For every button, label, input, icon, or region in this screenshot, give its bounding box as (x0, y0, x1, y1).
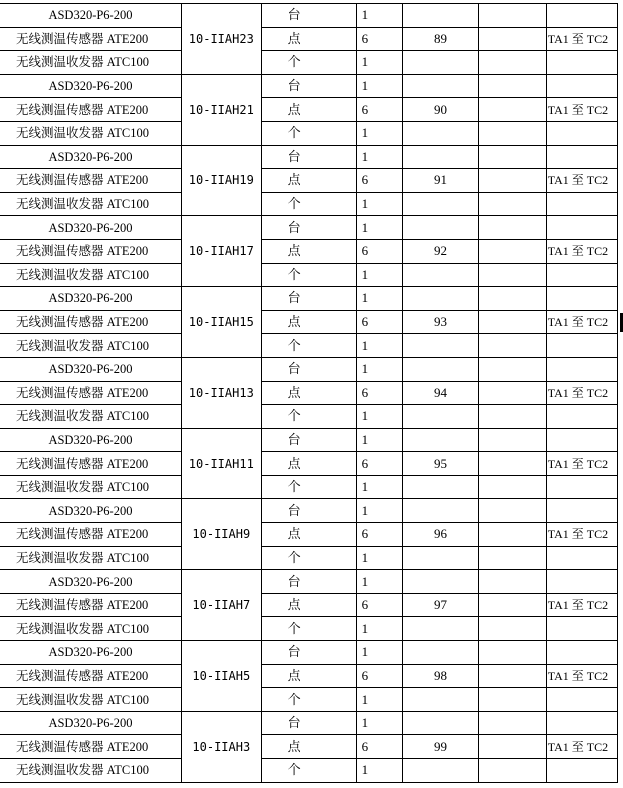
sequence-cell[interactable] (403, 759, 479, 783)
range-cell[interactable]: TA1 至 TC2 (546, 664, 617, 688)
unit-cell[interactable]: 个 (261, 263, 356, 287)
range-cell[interactable] (546, 711, 617, 735)
item-name-cell[interactable]: 无线测温收发器 ATC100 (0, 617, 181, 641)
quantity-cell[interactable]: 1 (356, 334, 402, 358)
table-row (0, 688, 623, 712)
quantity-cell[interactable]: 1 (356, 74, 402, 98)
range-cell[interactable] (546, 570, 617, 594)
table-row (0, 711, 623, 735)
sequence-cell[interactable] (403, 711, 479, 735)
empty-cell[interactable] (478, 216, 546, 240)
edge-cell (617, 216, 623, 240)
item-name-cell[interactable]: 无线测温传感器 ATE200 (0, 27, 181, 51)
table-row (0, 287, 623, 311)
edge-cell (617, 334, 623, 358)
item-name-cell[interactable]: ASD320-P6-200 (0, 499, 181, 523)
quantity-cell[interactable]: 1 (356, 216, 402, 240)
unit-cell[interactable]: 点 (261, 735, 356, 759)
quantity-cell[interactable]: 1 (356, 287, 402, 311)
empty-cell[interactable] (478, 452, 546, 476)
range-cell[interactable] (546, 357, 617, 381)
range-cell[interactable] (546, 499, 617, 523)
edge-cell (617, 523, 623, 547)
edge-cell (617, 4, 623, 28)
range-cell[interactable] (546, 617, 617, 641)
empty-cell[interactable] (478, 664, 546, 688)
edge-cell (617, 735, 623, 759)
edge-cell (617, 287, 623, 311)
unit-cell[interactable]: 点 (261, 523, 356, 547)
edge-cell (617, 169, 623, 193)
empty-cell[interactable] (478, 475, 546, 499)
sequence-cell[interactable]: 97 (403, 593, 479, 617)
item-name-cell[interactable]: 无线测温收发器 ATC100 (0, 192, 181, 216)
sequence-cell[interactable] (403, 145, 479, 169)
edge-cell (617, 98, 623, 122)
quantity-cell[interactable]: 6 (356, 27, 402, 51)
sequence-cell[interactable] (403, 570, 479, 594)
quantity-cell[interactable]: 1 (356, 357, 402, 381)
edge-cell (617, 499, 623, 523)
empty-cell[interactable] (478, 688, 546, 712)
unit-cell[interactable]: 点 (261, 593, 356, 617)
sequence-cell[interactable] (403, 334, 479, 358)
item-name-cell[interactable]: ASD320-P6-200 (0, 4, 181, 28)
item-name-cell[interactable]: 无线测温收发器 ATC100 (0, 263, 181, 287)
unit-cell[interactable]: 个 (261, 51, 356, 75)
item-name-cell[interactable]: 无线测温传感器 ATE200 (0, 664, 181, 688)
empty-cell[interactable] (478, 593, 546, 617)
item-name-cell[interactable]: 无线测温收发器 ATC100 (0, 475, 181, 499)
table-row (0, 357, 623, 381)
item-name-cell[interactable]: 无线测温收发器 ATC100 (0, 546, 181, 570)
range-cell[interactable]: TA1 至 TC2 (546, 239, 617, 263)
quantity-cell[interactable]: 6 (356, 98, 402, 122)
range-cell[interactable]: TA1 至 TC2 (546, 735, 617, 759)
edge-cell (617, 475, 623, 499)
empty-cell[interactable] (478, 263, 546, 287)
unit-cell[interactable]: 台 (261, 287, 356, 311)
empty-cell[interactable] (478, 334, 546, 358)
range-cell[interactable] (546, 51, 617, 75)
range-cell[interactable]: TA1 至 TC2 (546, 452, 617, 476)
item-name-cell[interactable]: 无线测温传感器 ATE200 (0, 735, 181, 759)
unit-cell[interactable]: 台 (261, 499, 356, 523)
range-cell[interactable] (546, 121, 617, 145)
edge-cell (617, 641, 623, 665)
range-cell[interactable]: TA1 至 TC2 (546, 27, 617, 51)
edge-cell (617, 263, 623, 287)
cabinet-code-cell[interactable]: 10-IIAH15 (181, 287, 261, 358)
edge-cell (617, 664, 623, 688)
table-row (0, 98, 623, 122)
edge-cell (617, 617, 623, 641)
sequence-cell[interactable] (403, 617, 479, 641)
cabinet-code-cell[interactable]: 10-IIAH23 (181, 4, 261, 75)
table-row (0, 570, 623, 594)
table-row (0, 121, 623, 145)
range-cell[interactable] (546, 475, 617, 499)
quantity-cell[interactable]: 1 (356, 475, 402, 499)
item-name-cell[interactable]: 无线测温收发器 ATC100 (0, 759, 181, 783)
item-name-cell[interactable]: ASD320-P6-200 (0, 641, 181, 665)
item-name-cell[interactable]: ASD320-P6-200 (0, 74, 181, 98)
sequence-cell[interactable]: 93 (403, 310, 479, 334)
empty-cell[interactable] (478, 570, 546, 594)
item-name-cell[interactable]: 无线测温传感器 ATE200 (0, 239, 181, 263)
range-cell[interactable]: TA1 至 TC2 (546, 310, 617, 334)
unit-cell[interactable]: 台 (261, 641, 356, 665)
quantity-cell[interactable]: 1 (356, 121, 402, 145)
item-name-cell[interactable]: ASD320-P6-200 (0, 357, 181, 381)
unit-cell[interactable]: 台 (261, 4, 356, 28)
unit-cell[interactable]: 个 (261, 546, 356, 570)
sequence-cell[interactable] (403, 546, 479, 570)
range-cell[interactable] (546, 688, 617, 712)
table-row (0, 4, 623, 28)
empty-cell[interactable] (478, 98, 546, 122)
quantity-cell[interactable]: 1 (356, 192, 402, 216)
edge-cell (617, 27, 623, 51)
sequence-cell[interactable] (403, 475, 479, 499)
quantity-cell[interactable]: 1 (356, 641, 402, 665)
sequence-cell[interactable] (403, 499, 479, 523)
empty-cell[interactable] (478, 735, 546, 759)
empty-cell[interactable] (478, 4, 546, 28)
quantity-cell[interactable]: 1 (356, 711, 402, 735)
sequence-cell[interactable]: 89 (403, 27, 479, 51)
empty-cell[interactable] (478, 523, 546, 547)
empty-cell[interactable] (478, 51, 546, 75)
edge-cell (617, 74, 623, 98)
unit-cell[interactable]: 个 (261, 759, 356, 783)
cabinet-code-cell[interactable]: 10-IIAH11 (181, 428, 261, 499)
table-row (0, 192, 623, 216)
sequence-cell[interactable] (403, 263, 479, 287)
empty-cell[interactable] (478, 169, 546, 193)
range-cell[interactable] (546, 192, 617, 216)
empty-cell[interactable] (478, 428, 546, 452)
range-cell[interactable]: TA1 至 TC2 (546, 381, 617, 405)
quantity-cell[interactable]: 1 (356, 499, 402, 523)
edge-cell (617, 452, 623, 476)
quantity-cell[interactable]: 6 (356, 169, 402, 193)
item-name-cell[interactable]: 无线测温传感器 ATE200 (0, 169, 181, 193)
empty-cell[interactable] (478, 499, 546, 523)
edge-cell (617, 121, 623, 145)
range-cell[interactable] (546, 145, 617, 169)
empty-cell[interactable] (478, 287, 546, 311)
sequence-cell[interactable]: 95 (403, 452, 479, 476)
table-row (0, 169, 623, 193)
edge-cell (617, 711, 623, 735)
range-cell[interactable] (546, 405, 617, 429)
cabinet-code-cell[interactable]: 10-IIAH7 (181, 570, 261, 641)
edge-cell (617, 570, 623, 594)
table-row (0, 428, 623, 452)
sequence-cell[interactable] (403, 641, 479, 665)
empty-cell[interactable] (478, 121, 546, 145)
range-cell[interactable]: TA1 至 TC2 (546, 98, 617, 122)
unit-cell[interactable]: 点 (261, 27, 356, 51)
range-cell[interactable]: TA1 至 TC2 (546, 169, 617, 193)
quantity-cell[interactable]: 1 (356, 546, 402, 570)
sequence-cell[interactable] (403, 74, 479, 98)
edge-cell (617, 593, 623, 617)
quantity-cell[interactable]: 1 (356, 688, 402, 712)
range-cell[interactable] (546, 759, 617, 783)
unit-cell[interactable]: 台 (261, 74, 356, 98)
empty-cell[interactable] (478, 74, 546, 98)
empty-cell[interactable] (478, 546, 546, 570)
empty-cell[interactable] (478, 27, 546, 51)
table-row (0, 334, 623, 358)
range-cell[interactable] (546, 546, 617, 570)
empty-cell[interactable] (478, 641, 546, 665)
quantity-cell[interactable]: 6 (356, 593, 402, 617)
empty-cell[interactable] (478, 405, 546, 429)
unit-cell[interactable]: 台 (261, 216, 356, 240)
sequence-cell[interactable] (403, 405, 479, 429)
sequence-cell[interactable] (403, 357, 479, 381)
table-row (0, 735, 623, 759)
quantity-cell[interactable]: 1 (356, 428, 402, 452)
unit-cell[interactable]: 点 (261, 452, 356, 476)
item-name-cell[interactable]: ASD320-P6-200 (0, 570, 181, 594)
sequence-cell[interactable] (403, 51, 479, 75)
item-name-cell[interactable]: 无线测温传感器 ATE200 (0, 593, 181, 617)
cabinet-code-cell[interactable]: 10-IIAH5 (181, 641, 261, 712)
empty-cell[interactable] (478, 239, 546, 263)
table-row (0, 216, 623, 240)
item-name-cell[interactable]: ASD320-P6-200 (0, 428, 181, 452)
empty-cell[interactable] (478, 145, 546, 169)
unit-cell[interactable]: 点 (261, 664, 356, 688)
empty-cell[interactable] (478, 759, 546, 783)
range-cell[interactable] (546, 334, 617, 358)
empty-cell[interactable] (478, 711, 546, 735)
unit-cell[interactable]: 点 (261, 239, 356, 263)
quantity-cell[interactable]: 1 (356, 570, 402, 594)
quantity-cell[interactable]: 1 (356, 263, 402, 287)
quantity-cell[interactable]: 6 (356, 664, 402, 688)
quantity-cell[interactable]: 6 (356, 381, 402, 405)
sequence-cell[interactable] (403, 688, 479, 712)
sequence-cell[interactable]: 90 (403, 98, 479, 122)
table-row (0, 452, 623, 476)
item-name-cell[interactable]: ASD320-P6-200 (0, 145, 181, 169)
cabinet-code-cell[interactable]: 10-IIAH9 (181, 499, 261, 570)
quantity-cell[interactable]: 6 (356, 310, 402, 334)
edge-cell (617, 381, 623, 405)
item-name-cell[interactable]: 无线测温传感器 ATE200 (0, 310, 181, 334)
item-name-cell[interactable]: ASD320-P6-200 (0, 216, 181, 240)
edge-cell (617, 546, 623, 570)
range-cell[interactable] (546, 216, 617, 240)
sequence-cell[interactable] (403, 121, 479, 145)
sequence-cell[interactable] (403, 287, 479, 311)
table-row (0, 593, 623, 617)
sequence-cell[interactable] (403, 216, 479, 240)
item-name-cell[interactable]: 无线测温收发器 ATC100 (0, 121, 181, 145)
unit-cell[interactable]: 个 (261, 475, 356, 499)
empty-cell[interactable] (478, 617, 546, 641)
item-name-cell[interactable]: 无线测温传感器 ATE200 (0, 381, 181, 405)
unit-cell[interactable]: 点 (261, 98, 356, 122)
sequence-cell[interactable]: 92 (403, 239, 479, 263)
sequence-cell[interactable] (403, 4, 479, 28)
sequence-cell[interactable]: 98 (403, 664, 479, 688)
range-cell[interactable]: TA1 至 TC2 (546, 523, 617, 547)
item-name-cell[interactable]: 无线测温传感器 ATE200 (0, 452, 181, 476)
table-row (0, 759, 623, 783)
quantity-cell[interactable]: 1 (356, 759, 402, 783)
unit-cell[interactable]: 个 (261, 192, 356, 216)
range-cell[interactable]: TA1 至 TC2 (546, 593, 617, 617)
quantity-cell[interactable]: 1 (356, 4, 402, 28)
table-row (0, 263, 623, 287)
quantity-cell[interactable]: 1 (356, 617, 402, 641)
range-cell[interactable] (546, 4, 617, 28)
sequence-cell[interactable]: 94 (403, 381, 479, 405)
quantity-cell[interactable]: 6 (356, 735, 402, 759)
range-cell[interactable] (546, 287, 617, 311)
range-cell[interactable] (546, 74, 617, 98)
quantity-cell[interactable]: 6 (356, 239, 402, 263)
edge-cell (617, 688, 623, 712)
table-row (0, 546, 623, 570)
table-body (0, 4, 623, 783)
empty-cell[interactable] (478, 310, 546, 334)
table-row (0, 617, 623, 641)
edge-cell (617, 145, 623, 169)
unit-cell[interactable]: 点 (261, 381, 356, 405)
unit-cell[interactable]: 点 (261, 310, 356, 334)
edge-cell (617, 239, 623, 263)
edge-cell (617, 192, 623, 216)
sequence-cell[interactable]: 91 (403, 169, 479, 193)
item-name-cell[interactable]: 无线测温传感器 ATE200 (0, 523, 181, 547)
table-row (0, 664, 623, 688)
cabinet-code-cell[interactable]: 10-IIAH3 (181, 711, 261, 782)
edge-cell (617, 405, 623, 429)
item-name-cell[interactable]: ASD320-P6-200 (0, 287, 181, 311)
edge-cell (617, 759, 623, 783)
table-row (0, 74, 623, 98)
edge-cell (617, 51, 623, 75)
item-name-cell[interactable]: 无线测温收发器 ATC100 (0, 334, 181, 358)
unit-cell[interactable]: 台 (261, 357, 356, 381)
edge-cell (617, 357, 623, 381)
empty-cell[interactable] (478, 192, 546, 216)
unit-cell[interactable]: 个 (261, 617, 356, 641)
sequence-cell[interactable] (403, 428, 479, 452)
quantity-cell[interactable]: 1 (356, 145, 402, 169)
unit-cell[interactable]: 个 (261, 688, 356, 712)
unit-cell[interactable]: 个 (261, 405, 356, 429)
edge-cell (617, 428, 623, 452)
item-name-cell[interactable]: ASD320-P6-200 (0, 711, 181, 735)
sequence-cell[interactable] (403, 192, 479, 216)
table-row (0, 51, 623, 75)
quantity-cell[interactable]: 1 (356, 405, 402, 429)
empty-cell[interactable] (478, 381, 546, 405)
table-row (0, 381, 623, 405)
sequence-cell[interactable]: 96 (403, 523, 479, 547)
table-row (0, 405, 623, 429)
range-cell[interactable] (546, 263, 617, 287)
quantity-cell[interactable]: 1 (356, 51, 402, 75)
cabinet-code-cell[interactable]: 10-IIAH13 (181, 357, 261, 428)
table-row (0, 523, 623, 547)
table-row (0, 145, 623, 169)
cabinet-code-cell[interactable]: 10-IIAH19 (181, 145, 261, 216)
item-name-cell[interactable]: 无线测温收发器 ATC100 (0, 405, 181, 429)
cabinet-code-cell[interactable]: 10-IIAH17 (181, 216, 261, 287)
table-row (0, 27, 623, 51)
unit-cell[interactable]: 个 (261, 121, 356, 145)
unit-cell[interactable]: 台 (261, 570, 356, 594)
range-cell[interactable] (546, 641, 617, 665)
quantity-cell[interactable]: 6 (356, 523, 402, 547)
unit-cell[interactable]: 台 (261, 428, 356, 452)
table-row (0, 475, 623, 499)
item-name-cell[interactable]: 无线测温传感器 ATE200 (0, 98, 181, 122)
cabinet-code-cell[interactable]: 10-IIAH21 (181, 74, 261, 145)
unit-cell[interactable]: 台 (261, 145, 356, 169)
table-row (0, 239, 623, 263)
item-name-cell[interactable]: 无线测温收发器 ATC100 (0, 688, 181, 712)
table-row (0, 641, 623, 665)
equipment-table (0, 3, 623, 783)
table-row (0, 499, 623, 523)
unit-cell[interactable]: 台 (261, 711, 356, 735)
unit-cell[interactable]: 点 (261, 169, 356, 193)
quantity-cell[interactable]: 6 (356, 452, 402, 476)
unit-cell[interactable]: 个 (261, 334, 356, 358)
table-row (0, 310, 623, 334)
sequence-cell[interactable]: 99 (403, 735, 479, 759)
empty-cell[interactable] (478, 357, 546, 381)
range-cell[interactable] (546, 428, 617, 452)
item-name-cell[interactable]: 无线测温收发器 ATC100 (0, 51, 181, 75)
